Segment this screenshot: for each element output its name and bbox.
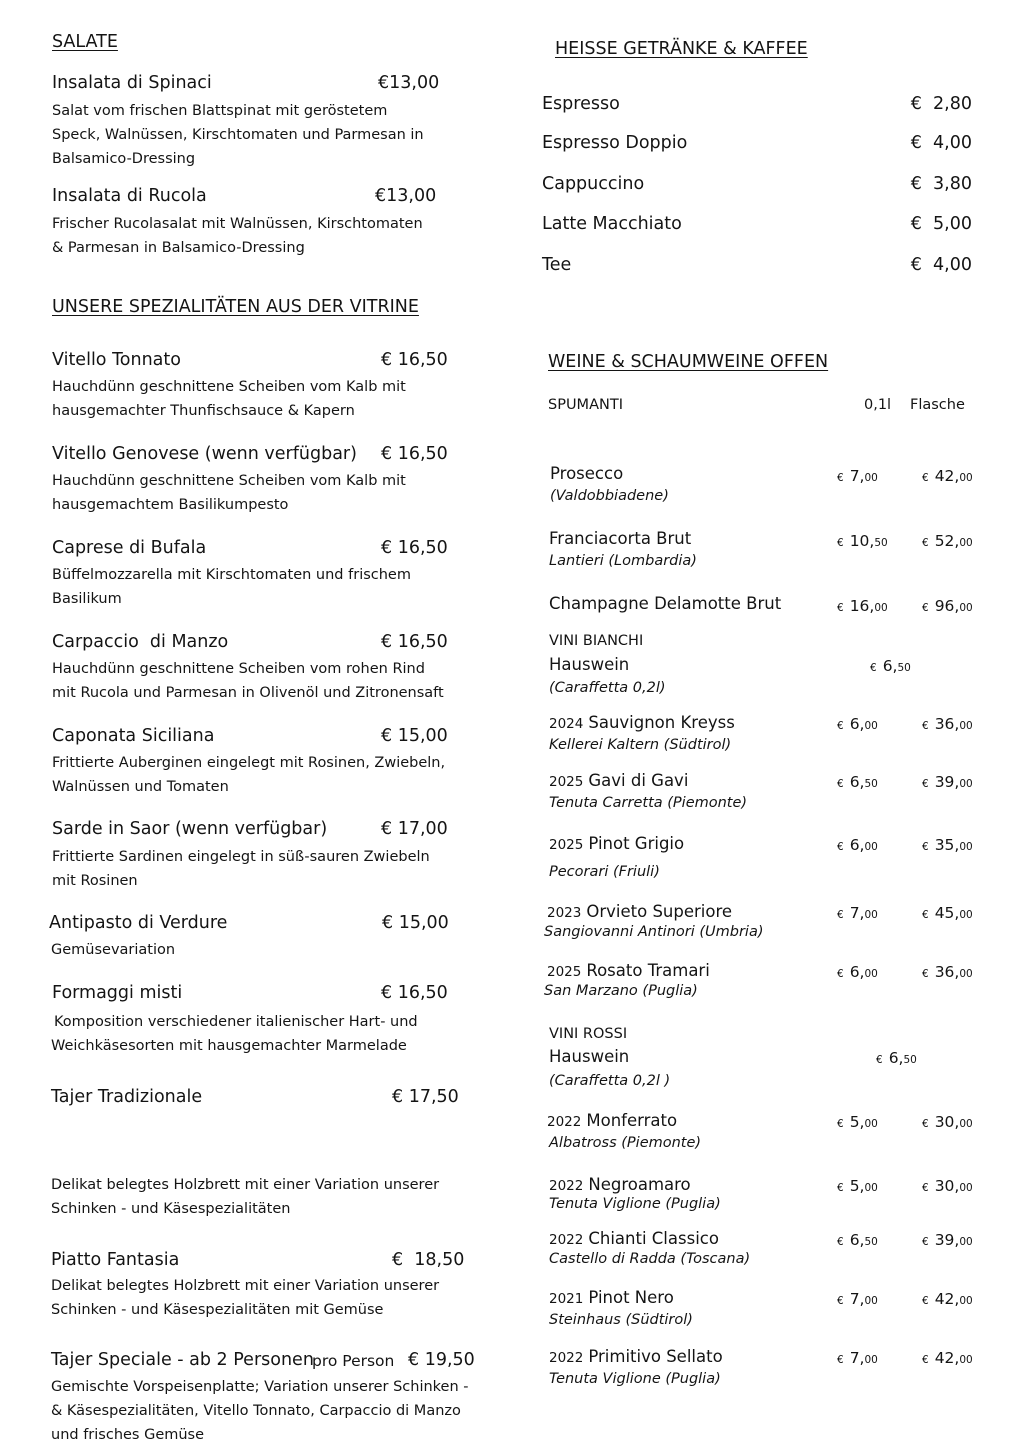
price-whole: 6, — [849, 715, 865, 733]
dish-price: €13,00 — [375, 186, 437, 206]
wine-price-glass — [837, 835, 878, 854]
euro-sign: € — [922, 720, 929, 732]
euro-sign: € — [837, 968, 844, 980]
house-wine-origin: (Caraffetta 0,2l ) — [549, 1073, 671, 1089]
dish-name: Caprese di Bufala — [52, 538, 207, 558]
price-whole: 6, — [849, 963, 865, 981]
dish-description: Delikat belegtes Holzbrett mit einer Variation unserer Schinken - und Käsespezialitäten mit Gemüse — [51, 1278, 440, 1318]
dish-price: € 18,50 — [392, 1250, 465, 1270]
wine-origin: (Valdobbiadene) — [550, 488, 669, 504]
wine-price-glass — [837, 1112, 878, 1131]
wine-price-bottle — [922, 1112, 973, 1131]
price-cents: 00 — [864, 472, 878, 484]
wine-name-line — [549, 1229, 719, 1248]
price-cents: 00 — [959, 1354, 973, 1366]
price-whole: 35, — [934, 836, 960, 854]
wine-name-line — [547, 902, 732, 921]
dish-name: Tajer Speciale - ab 2 Personen — [51, 1350, 314, 1370]
euro-sign: € — [837, 778, 844, 790]
price-whole: 6, — [849, 773, 865, 791]
price-whole: 7, — [849, 1290, 865, 1308]
wine-name: Monferrato — [586, 1111, 678, 1130]
price-whole: 7, — [849, 1349, 865, 1367]
price-cents: 00 — [959, 1118, 973, 1130]
wine-name-line — [549, 1288, 674, 1307]
wine-name-line — [549, 1175, 691, 1194]
euro-sign: € — [922, 537, 929, 549]
price-whole: 36, — [934, 963, 960, 981]
price-cents: 00 — [959, 720, 973, 732]
drink-price: € 5,00 — [910, 214, 972, 234]
euro-sign: € — [837, 602, 844, 614]
category-label-rossi: VINI ROSSI — [549, 1026, 628, 1042]
wine-year: 2025 — [549, 774, 584, 790]
price-cents: 00 — [959, 1236, 973, 1248]
price-cents: 00 — [959, 968, 973, 980]
column-header-bottle: Flasche — [910, 397, 965, 413]
price-whole: 6, — [882, 657, 898, 675]
wine-year: 2022 — [549, 1232, 584, 1248]
wine-price-bottle — [922, 903, 973, 922]
price-whole: 7, — [849, 467, 865, 485]
wine-name-line — [547, 1111, 677, 1130]
price-whole: 5, — [849, 1113, 865, 1131]
price-whole: 42, — [934, 467, 960, 485]
euro-sign: € — [922, 1118, 929, 1130]
euro-sign: € — [922, 472, 929, 484]
drink-price: € 4,00 — [910, 255, 972, 275]
wine-price-glass — [837, 531, 888, 550]
wine-price-glass — [837, 596, 888, 615]
euro-sign: € — [837, 1236, 844, 1248]
price-whole: 36, — [934, 715, 960, 733]
wine-origin: Tenuta Viglione (Puglia) — [549, 1196, 721, 1212]
wine-name-line — [549, 1347, 723, 1366]
wine-origin: Tenuta Viglione (Puglia) — [549, 1371, 721, 1387]
wine-origin: Kellerei Kaltern (Südtirol) — [549, 737, 732, 753]
price-cents: 00 — [959, 537, 973, 549]
price-whole: 10, — [849, 532, 875, 550]
dish-price: € 19,50 — [408, 1350, 475, 1370]
euro-sign: € — [837, 472, 844, 484]
house-wine-name: Hauswein — [549, 655, 630, 674]
wine-name: Gavi di Gavi — [588, 771, 689, 790]
dish-price: € 17,50 — [392, 1087, 459, 1107]
price-cents: 00 — [959, 909, 973, 921]
price-whole: 39, — [934, 1231, 960, 1249]
euro-sign: € — [837, 1354, 844, 1366]
wine-origin: Castello di Radda (Toscana) — [549, 1251, 751, 1267]
price-cents: 00 — [864, 1295, 878, 1307]
dish-description: Büffelmozzarella mit Kirschtomaten und frischem Basilikum — [52, 567, 411, 607]
price-whole: 30, — [934, 1177, 960, 1195]
price-cents: 00 — [864, 841, 878, 853]
price-whole: 6, — [849, 1231, 865, 1249]
euro-sign: € — [837, 909, 844, 921]
wine-price-glass — [837, 962, 878, 981]
wine-price-bottle — [922, 1348, 973, 1367]
wine-price-glass — [837, 772, 878, 791]
dish-description: Frittierte Sardinen eingelegt in süß-sauren Zwiebeln mit Rosinen — [52, 849, 430, 889]
euro-sign: € — [837, 1295, 844, 1307]
price-cents: 50 — [864, 778, 878, 790]
dish-name: Carpaccio di Manzo — [52, 632, 229, 652]
drink-name: Latte Macchiato — [542, 214, 682, 234]
wine-origin: Steinhaus (Südtirol) — [549, 1312, 693, 1328]
wine-name: Prosecco — [550, 464, 624, 483]
wine-origin: Albatross (Piemonte) — [549, 1135, 702, 1151]
wine-year: 2025 — [547, 964, 582, 980]
price-whole: 52, — [934, 532, 960, 550]
dish-description: Delikat belegtes Holzbrett mit einer Variation unserer Schinken - und Käsespezialitäten — [51, 1177, 440, 1217]
dish-price: € 16,50 — [381, 538, 448, 558]
price-cents: 50 — [874, 537, 888, 549]
dish-price: € 16,50 — [381, 983, 448, 1003]
euro-sign: € — [922, 841, 929, 853]
dish-price: € 17,00 — [381, 819, 448, 839]
wine-price-glass — [837, 1289, 878, 1308]
price-whole: 30, — [934, 1113, 960, 1131]
euro-sign: € — [922, 968, 929, 980]
dish-description: Salat vom frischen Blattspinat mit geröstetem Speck, Walnüssen, Kirschtomaten und Parmesan in Balsamico-Dressing — [52, 103, 424, 167]
euro-sign: € — [922, 602, 929, 614]
price-whole: 45, — [934, 904, 960, 922]
wine-origin: Pecorari (Friuli) — [549, 864, 660, 880]
wine-price-glass — [837, 903, 878, 922]
price-whole: 39, — [934, 773, 960, 791]
price-cents: 00 — [959, 472, 973, 484]
section-heading-salate: SALATE — [52, 32, 118, 52]
house-wine-price — [876, 1048, 917, 1067]
wine-price-bottle — [922, 466, 973, 485]
dish-description: Hauchdünn geschnittene Scheiben vom rohen Rind mit Rucola und Parmesan in Olivenöl und Zitronensaft — [52, 661, 444, 701]
dish-price: €13,00 — [378, 73, 440, 93]
wine-price-glass — [837, 1230, 878, 1249]
wine-year: 2022 — [549, 1178, 584, 1194]
wine-year: 2021 — [549, 1291, 584, 1307]
wine-price-glass — [837, 1176, 878, 1195]
price-whole: 42, — [934, 1349, 960, 1367]
drink-name: Tee — [542, 255, 572, 275]
dish-price: € 16,50 — [381, 350, 448, 370]
wine-origin: Tenuta Carretta (Piemonte) — [549, 795, 748, 811]
price-cents: 00 — [959, 778, 973, 790]
euro-sign: € — [837, 537, 844, 549]
wine-name: Pinot Grigio — [588, 834, 685, 853]
wine-name: Sauvignon Kreyss — [588, 713, 735, 732]
section-heading-weine: WEINE & SCHAUMWEINE OFFEN — [548, 352, 829, 372]
wine-origin: Lantieri (Lombardia) — [549, 553, 697, 569]
section-heading-vitrine: UNSERE SPEZIALITÄTEN AUS DER VITRINE — [52, 297, 419, 317]
price-whole: 6, — [849, 836, 865, 854]
dish-price: € 15,00 — [381, 726, 448, 746]
wine-origin: San Marzano (Puglia) — [544, 983, 698, 999]
dish-name: Formaggi misti — [52, 983, 183, 1003]
price-cents: 00 — [864, 720, 878, 732]
price-cents: 00 — [959, 1182, 973, 1194]
euro-sign: € — [922, 1236, 929, 1248]
euro-sign: € — [922, 778, 929, 790]
wine-name: Orvieto Superiore — [586, 902, 733, 921]
drink-name: Espresso — [542, 94, 620, 114]
house-wine-name: Hauswein — [549, 1047, 630, 1066]
column-header-glass: 0,1l — [864, 397, 892, 413]
wine-year: 2022 — [547, 1114, 582, 1130]
price-whole: 42, — [934, 1290, 960, 1308]
euro-sign: € — [837, 1118, 844, 1130]
wine-price-bottle — [922, 1289, 973, 1308]
euro-sign: € — [837, 1182, 844, 1194]
dish-price: € 16,50 — [381, 632, 448, 652]
wine-name-line — [549, 834, 684, 853]
dish-name: Antipasto di Verdure — [49, 913, 228, 933]
price-cents: 00 — [864, 1182, 878, 1194]
euro-sign: € — [837, 841, 844, 853]
drink-name: Cappuccino — [542, 174, 645, 194]
section-heading-heisse: HEISSE GETRÄNKE & KAFFEE — [555, 39, 808, 59]
price-whole: 5, — [849, 1177, 865, 1195]
dish-name: Insalata di Rucola — [52, 186, 207, 206]
dish-name: Caponata Siciliana — [52, 726, 215, 746]
dish-name: Insalata di Spinaci — [52, 73, 212, 93]
wine-price-bottle — [922, 596, 973, 615]
wine-name: Negroamaro — [588, 1175, 691, 1194]
dish-name: Tajer Tradizionale — [51, 1087, 203, 1107]
euro-sign: € — [876, 1054, 883, 1066]
wine-name: Chianti Classico — [588, 1229, 719, 1248]
dish-description: Hauchdünn geschnittene Scheiben vom Kalb mit hausgemachter Thunfischsauce & Kapern — [52, 379, 406, 419]
wine-name: Rosato Tramari — [586, 961, 710, 980]
wine-name-line — [549, 771, 688, 790]
dish-name: Vitello Genovese (wenn verfügbar) — [52, 444, 357, 464]
euro-sign: € — [870, 662, 877, 674]
wine-price-glass — [837, 1348, 878, 1367]
price-cents: 00 — [959, 1295, 973, 1307]
euro-sign: € — [922, 909, 929, 921]
wine-price-bottle — [922, 531, 973, 550]
euro-sign: € — [837, 720, 844, 732]
dish-name: Piatto Fantasia — [51, 1250, 180, 1270]
wine-price-bottle — [922, 835, 973, 854]
drink-price: € 4,00 — [910, 133, 972, 153]
wine-year: 2025 — [549, 837, 584, 853]
dish-price-unit: pro Person — [312, 1352, 395, 1370]
house-wine-origin: (Caraffetta 0,2l) — [549, 680, 666, 696]
euro-sign: € — [922, 1182, 929, 1194]
price-whole: 96, — [934, 597, 960, 615]
price-whole: 16, — [849, 597, 875, 615]
price-cents: 00 — [864, 1118, 878, 1130]
dish-description: Hauchdünn geschnittene Scheiben vom Kalb mit hausgemachtem Basilikumpesto — [52, 473, 406, 513]
wine-name: Primitivo Sellato — [588, 1347, 723, 1366]
wine-price-bottle — [922, 962, 973, 981]
price-whole: 7, — [849, 904, 865, 922]
wine-price-glass — [837, 714, 878, 733]
wine-price-glass — [837, 466, 878, 485]
price-whole: 6, — [888, 1049, 904, 1067]
wine-year: 2023 — [547, 905, 582, 921]
dish-description: Gemüsevariation — [51, 942, 176, 958]
drink-price: € 3,80 — [910, 174, 972, 194]
wine-name: Champagne Delamotte Brut — [549, 594, 782, 613]
wine-origin: Sangiovanni Antinori (Umbria) — [544, 924, 764, 940]
price-cents: 00 — [874, 602, 888, 614]
euro-sign: € — [922, 1295, 929, 1307]
wine-name: Pinot Nero — [588, 1288, 674, 1307]
dish-description: Komposition verschiedener italienischer Hart- und Weichkäsesorten mit hausgemachter Marmelade — [51, 1014, 418, 1054]
wine-price-bottle — [922, 714, 973, 733]
dish-description: Frittierte Auberginen eingelegt mit Rosinen, Zwiebeln, Walnüssen und Tomaten — [52, 755, 446, 795]
wine-price-bottle — [922, 772, 973, 791]
price-cents: 00 — [959, 841, 973, 853]
price-cents: 00 — [864, 909, 878, 921]
price-cents: 50 — [897, 662, 911, 674]
drink-price: € 2,80 — [910, 94, 972, 114]
dish-price: € 16,50 — [381, 444, 448, 464]
dish-price: € 15,00 — [382, 913, 449, 933]
dish-name: Sarde in Saor (wenn verfügbar) — [52, 819, 328, 839]
wine-price-bottle — [922, 1230, 973, 1249]
wine-name-line — [547, 961, 710, 980]
drink-name: Espresso Doppio — [542, 133, 688, 153]
price-cents: 50 — [864, 1236, 878, 1248]
house-wine-price — [870, 656, 911, 675]
wine-year: 2024 — [549, 716, 584, 732]
wine-name: Franciacorta Brut — [549, 529, 692, 548]
price-cents: 00 — [959, 602, 973, 614]
dish-description: Frischer Rucolasalat mit Walnüssen, Kirschtomaten & Parmesan in Balsamico-Dressing — [52, 216, 423, 256]
dish-name: Vitello Tonnato — [52, 350, 181, 370]
dish-description: Gemischte Vorspeisenplatte; Variation unserer Schinken - & Käsespezialitäten, Vitello Tonnato, Carpaccio di Manzo und frisches Gemüse — [51, 1379, 469, 1443]
wine-price-bottle — [922, 1176, 973, 1195]
price-cents: 00 — [864, 1354, 878, 1366]
wine-name-line — [549, 713, 735, 732]
category-label-spumanti: SPUMANTI — [548, 397, 623, 413]
euro-sign: € — [922, 1354, 929, 1366]
category-label-bianchi: VINI BIANCHI — [549, 633, 644, 649]
wine-year: 2022 — [549, 1350, 584, 1366]
price-cents: 50 — [903, 1054, 917, 1066]
price-cents: 00 — [864, 968, 878, 980]
